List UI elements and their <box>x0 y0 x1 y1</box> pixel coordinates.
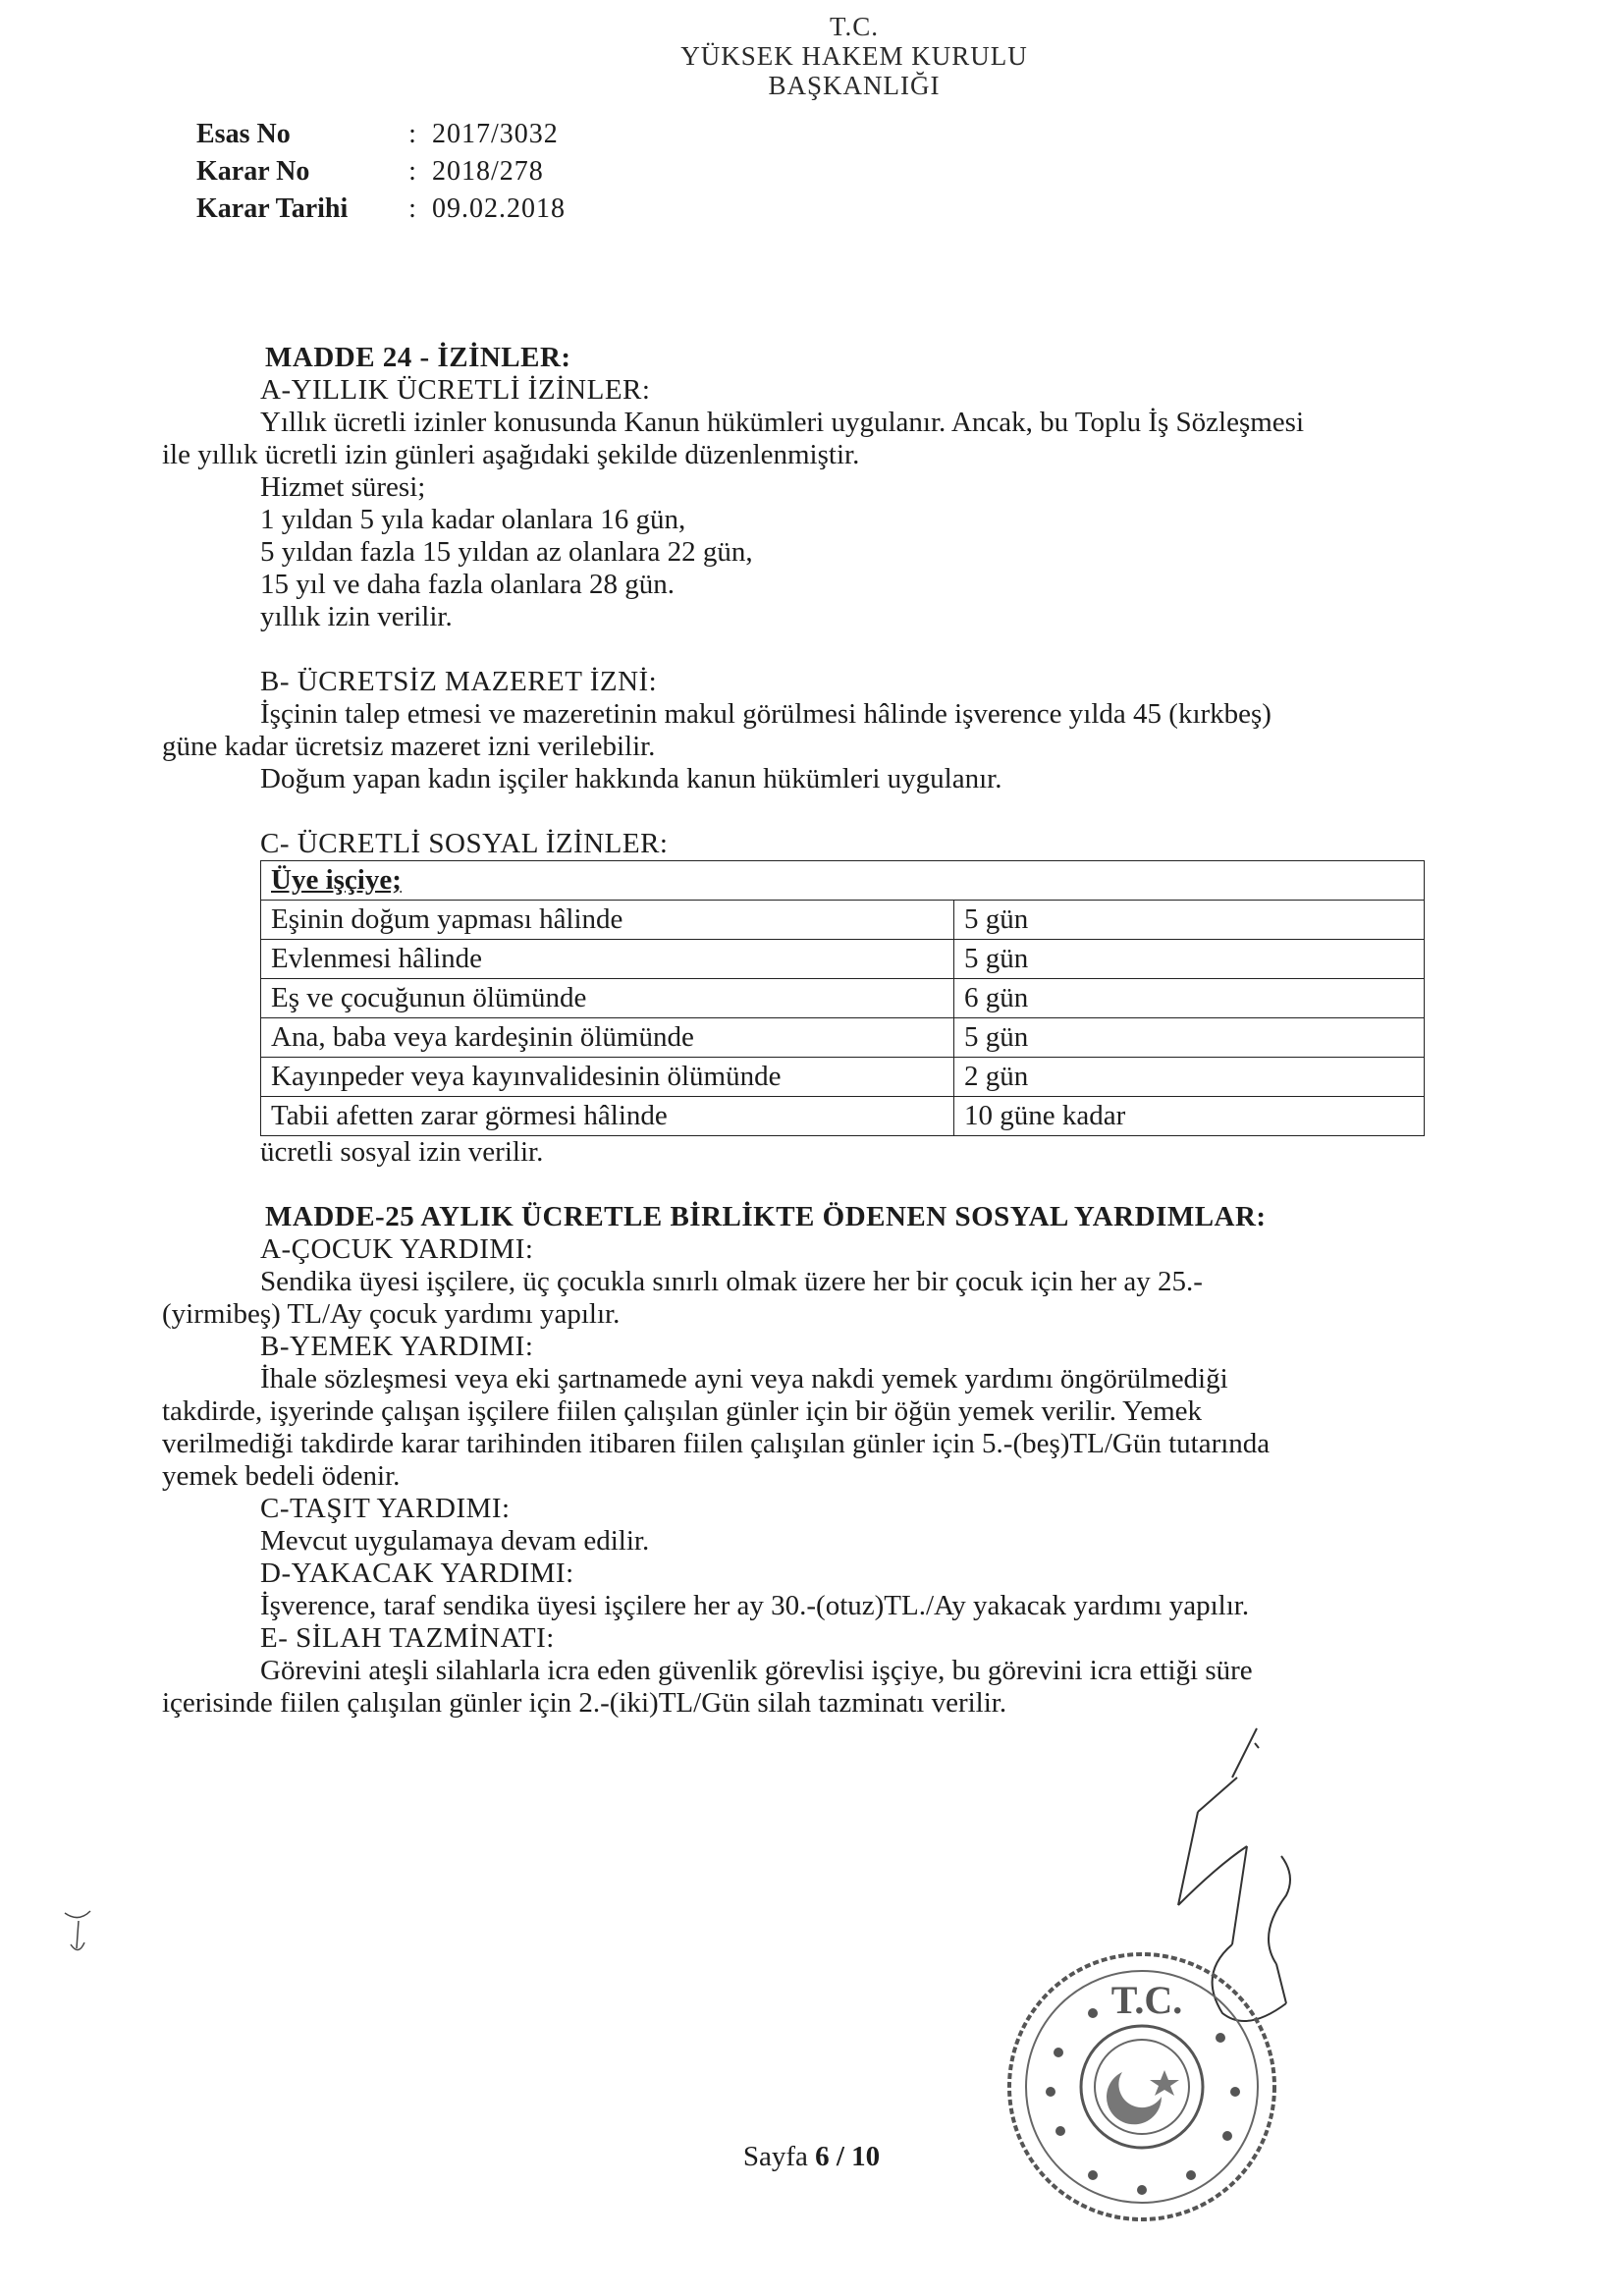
section-b-title: B- ÜCRETSİZ MAZERET İZNİ: <box>260 666 658 697</box>
paragraph: Mevcut uygulamaya devam edilir. <box>260 1525 650 1557</box>
meta-label: Esas No <box>196 119 291 149</box>
service-line: 15 yıl ve daha fazla olanlara 28 gün. <box>260 569 675 600</box>
service-line: 5 yıldan fazla 15 yıldan az olanlara 22 gün, <box>260 536 753 568</box>
paragraph: Sendika üyesi işçilere, üç çocukla sınırlı olmak üzere her bir çocuk için her ay 25.- <box>260 1266 1203 1297</box>
page-separator: / <box>836 2141 844 2172</box>
paragraph: güne kadar ücretsiz mazeret izni verilebilir. <box>162 731 656 762</box>
meta-separator: : <box>408 193 416 224</box>
table-row <box>261 979 1425 1018</box>
section-c-title: C-TAŞIT YARDIMI: <box>260 1493 511 1524</box>
social-leave-table <box>260 860 1425 1136</box>
paragraph: İşverence, taraf sendika üyesi işçilere her ay 30.-(otuz)TL./Ay yakacak yardımı yapılır. <box>260 1590 1250 1621</box>
paragraph: ile yıllık ücretli izin günleri aşağıdaki şekilde düzenlenmiştir. <box>162 439 860 470</box>
leave-days: 5 gün <box>954 940 1425 979</box>
section-d-title: D-YAKACAK YARDIMI: <box>260 1558 574 1589</box>
meta-value: 09.02.2018 <box>432 193 566 224</box>
table-row <box>261 1018 1425 1058</box>
meta-value: 2017/3032 <box>432 119 559 149</box>
section-c-title: C- ÜCRETLİ SOSYAL İZİNLER: <box>260 828 669 859</box>
paragraph: İhale sözleşmesi veya eki şartnamede ayni veya nakdi yemek yardımı öngörülmediği <box>260 1363 1228 1394</box>
paragraph: takdirde, işyerinde çalışan işçilere fiilen çalışılan günler için bir öğün yemek verilir. Yemek <box>162 1395 1202 1427</box>
service-line: Hizmet süresi; <box>260 471 426 503</box>
meta-row-karar <box>196 153 566 191</box>
leave-days: 5 gün <box>954 901 1425 940</box>
official-seal-icon <box>1000 1944 1284 2229</box>
leave-days: 6 gün <box>954 979 1425 1018</box>
seal-text: T.C. <box>1110 1978 1183 2022</box>
service-line: yıllık izin verilir. <box>260 601 453 632</box>
leave-case: Ana, baba veya kardeşinin ölümünde <box>261 1018 954 1058</box>
page-current: 6 <box>815 2141 830 2172</box>
paragraph: Yıllık ücretli izinler konusunda Kanun hükümleri uygulanır. Ancak, bu Toplu İş Sözleşmesi <box>260 407 1305 438</box>
service-line: 1 yıldan 5 yıla kadar olanlara 16 gün, <box>260 504 686 535</box>
meta-label: Karar No <box>196 156 310 187</box>
paragraph: Doğum yapan kadın işçiler hakkında kanun hükümleri uygulanır. <box>260 763 1002 794</box>
leave-days: 10 güne kadar <box>954 1097 1425 1136</box>
header-line-2: YÜKSEK HAKEM KURULU <box>680 41 1028 71</box>
paragraph: (yirmibeş) TL/Ay çocuk yardımı yapılır. <box>162 1298 621 1330</box>
leave-case: Eşinin doğum yapması hâlinde <box>261 901 954 940</box>
section-a-title: A-ÇOCUK YARDIMI: <box>260 1233 534 1265</box>
leave-case: Eş ve çocuğunun ölümünde <box>261 979 954 1018</box>
section-b-title: B-YEMEK YARDIMI: <box>260 1331 534 1362</box>
document-body <box>162 342 1507 1720</box>
meta-row-tarih <box>196 191 566 228</box>
table-header-cell: Üye işçiye; <box>261 861 1425 901</box>
leave-case: Tabii afetten zarar görmesi hâlinde <box>261 1097 954 1136</box>
table-row <box>261 1058 1425 1097</box>
header-line-1: T.C. <box>830 12 879 41</box>
leave-case: Evlenmesi hâlinde <box>261 940 954 979</box>
leave-case: Kayınpeder veya kayınvalidesinin ölümünde <box>261 1058 954 1097</box>
table-header-row <box>261 861 1425 901</box>
margin-mark-icon <box>59 1905 98 1964</box>
article-25-title: MADDE-25 AYLIK ÜCRETLE BİRLİKTE ÖDENEN SOSYAL YARDIMLAR: <box>265 1201 1267 1232</box>
meta-separator: : <box>408 156 416 187</box>
institution-header <box>550 12 1159 100</box>
paragraph: içerisinde fiilen çalışılan günler için 2.-(iki)TL/Gün silah tazminatı verilir. <box>162 1687 1007 1719</box>
table-row <box>261 940 1425 979</box>
table-row <box>261 901 1425 940</box>
leave-days: 5 gün <box>954 1018 1425 1058</box>
page-label: Sayfa <box>742 2141 808 2172</box>
meta-row-esas <box>196 116 566 153</box>
meta-value: 2018/278 <box>432 156 544 187</box>
header-line-3: BAŞKANLIĞI <box>768 71 941 100</box>
paragraph: ücretli sosyal izin verilir. <box>260 1136 544 1168</box>
paragraph: yemek bedeli ödenir. <box>162 1460 401 1492</box>
paragraph: Görevini ateşli silahlarla icra eden güvenlik görevlisi işçiye, bu görevini icra ettiği süre <box>260 1655 1253 1686</box>
paragraph: verilmediği takdirde karar tarihinden itibaren fiilen çalışılan günler için 5.-(beş)TL/Gün tutarında <box>162 1428 1271 1459</box>
meta-label: Karar Tarihi <box>196 193 349 224</box>
page-footer <box>0 2141 1623 2173</box>
section-a-title: A-YILLIK ÜCRETLİ İZİNLER: <box>260 374 651 406</box>
paragraph: İşçinin talep etmesi ve mazeretinin makul görülmesi hâlinde işverence yılda 45 (kırkbeş) <box>260 698 1271 730</box>
article-24-title: MADDE 24 - İZİNLER: <box>265 342 571 373</box>
section-e-title: E- SİLAH TAZMİNATI: <box>260 1622 555 1654</box>
meta-separator: : <box>408 119 416 149</box>
table-row <box>261 1097 1425 1136</box>
leave-days: 2 gün <box>954 1058 1425 1097</box>
page-total: 10 <box>851 2141 881 2172</box>
case-meta <box>196 116 566 228</box>
